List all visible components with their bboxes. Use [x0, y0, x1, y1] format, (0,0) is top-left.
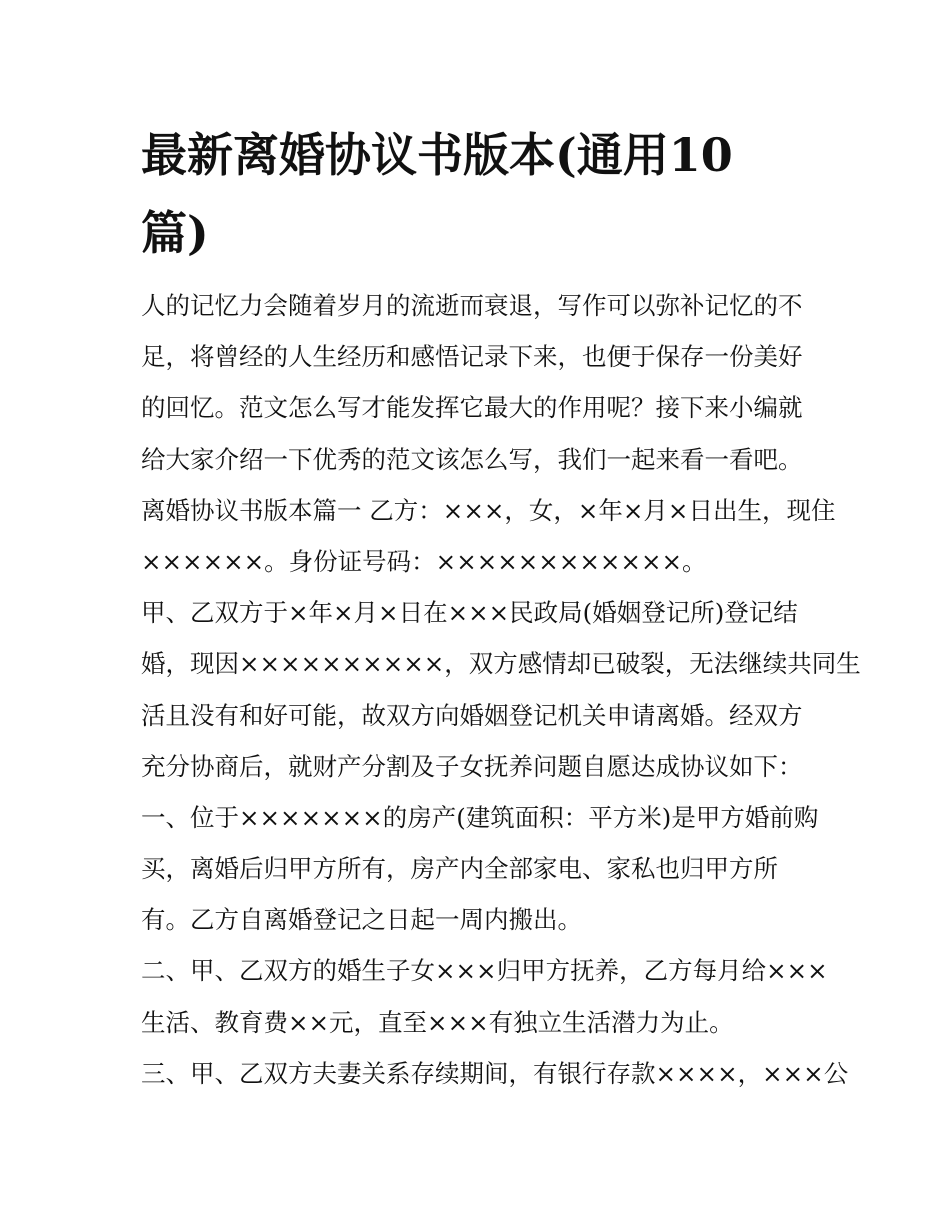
body-line: 一、位于×××××××的房产(建筑面积：平方米)是甲方婚前购	[141, 802, 819, 832]
document-body	[141, 280, 861, 1099]
body-line: ××××××。身份证号码：××××××××××××。	[141, 546, 707, 576]
body-line: 有。乙方自离婚登记之日起一周内搬出。	[141, 905, 582, 935]
body-line: 给大家介绍一下优秀的范文该怎么写，我们一起来看一看吧。	[141, 444, 803, 474]
body-line: 买，离婚后归甲方所有，房产内全部家电、家私也归甲方所	[141, 854, 778, 884]
body-line: 充分协商后，就财产分割及子女抚养问题自愿达成协议如下：	[141, 751, 803, 781]
title-line-2: 篇)	[141, 206, 209, 260]
title-line-1: 最新离婚协议书版本(通用10	[141, 128, 733, 182]
body-line: 人的记忆力会随着岁月的流逝而衰退，写作可以弥补记忆的不	[141, 291, 803, 320]
body-line: 足，将曾经的人生经历和感悟记录下来，也便于保存一份美好	[141, 342, 803, 372]
body-line: 离婚协议书版本篇一 乙方：×××，女，×年×月×日出生，现住	[141, 495, 836, 525]
body-line: 三、甲、乙双方夫妻关系存续期间，有银行存款××××，×××公	[141, 1058, 849, 1088]
body-line: 二、甲、乙双方的婚生子女×××归甲方抚养，乙方每月给×××	[141, 956, 828, 986]
body-line: 婚，现因××××××××××，双方感情却已破裂，无法继续共同生	[141, 649, 861, 679]
body-line: 生活、教育费××元，直至×××有独立生活潜力为止。	[141, 1007, 734, 1037]
body-line: 的回忆。范文怎么写才能发挥它最大的作用呢？接下来小编就	[141, 393, 803, 423]
body-line: 活且没有和好可能，故双方向婚姻登记机关申请离婚。经双方	[141, 700, 803, 730]
document-title	[141, 116, 821, 272]
body-line: 甲、乙双方于×年×月×日在×××民政局(婚姻登记所)登记结	[141, 598, 798, 628]
